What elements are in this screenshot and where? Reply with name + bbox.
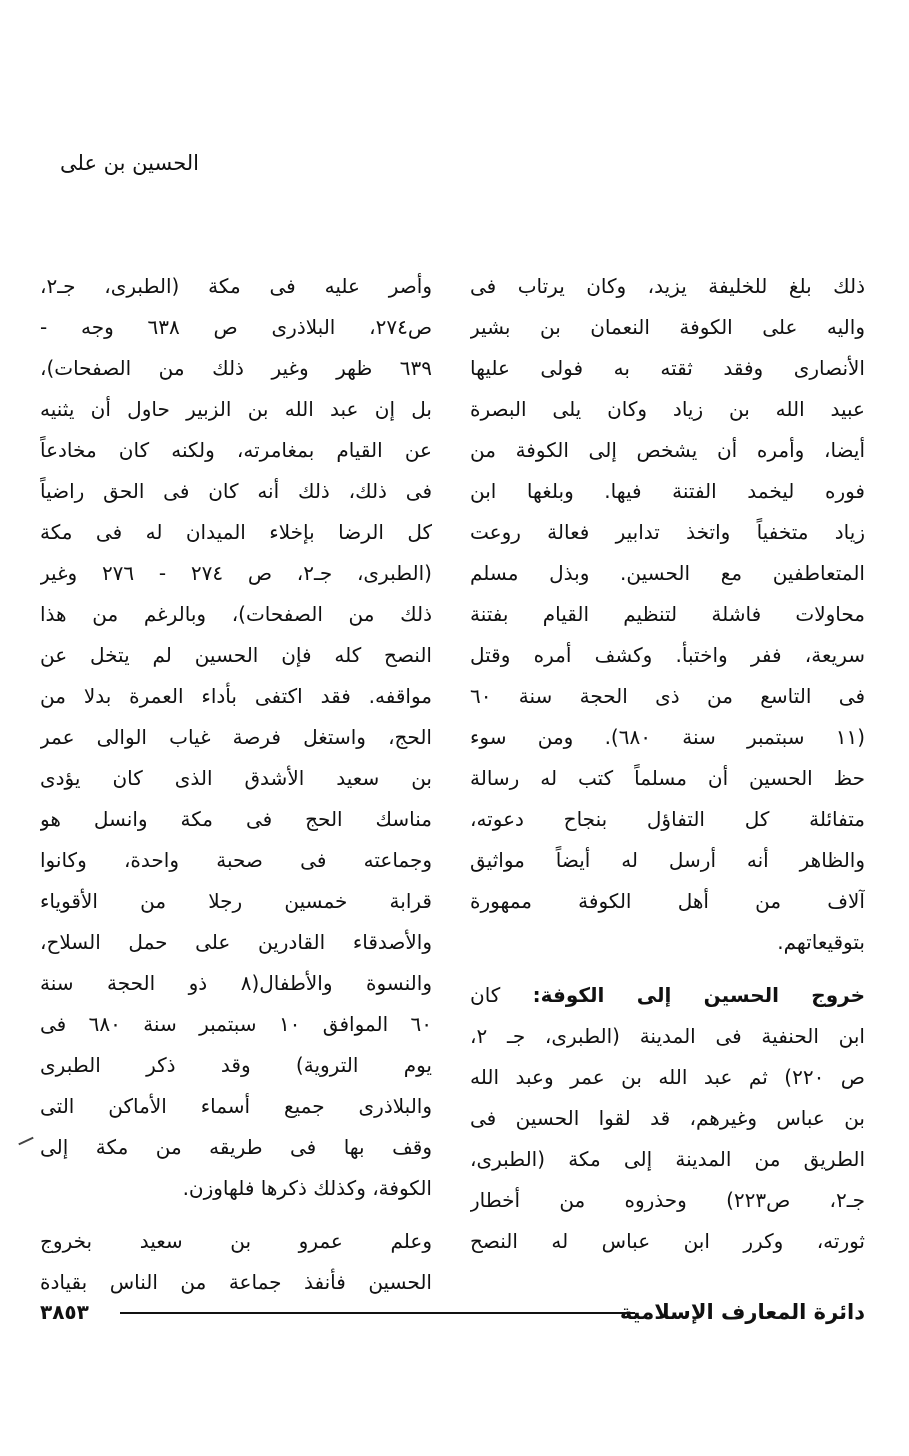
text-line: الحج، واستغل فرصة غياب الوالى عمر: [40, 725, 432, 749]
text-line: بن عباس وغيرهم، قد لقوا الحسين فى: [470, 1106, 865, 1130]
section-heading: خروج الحسين إلى الكوفة:: [532, 983, 865, 1007]
text-line: ثورته، وكرر ابن عباس له النصح: [470, 1229, 865, 1253]
text-line: ص٢٧٤، البلاذرى ص ٦٣٨ وجه -: [40, 315, 432, 339]
text-line: عن القيام بمغامرته، ولكنه كان مخادعاً: [40, 438, 432, 462]
text-line: آلاف من أهل الكوفة ممهورة: [470, 889, 865, 913]
text-line: كل الرضا بإخلاء الميدان له فى مكة: [40, 520, 432, 544]
text-line: حظ الحسين أن مسلماً كتب له رسالة: [470, 766, 865, 790]
paragraph-gap: [470, 963, 865, 975]
text-line: والنسوة والأطفال(٨ ذو الحجة سنة: [40, 971, 432, 995]
text-line: بل إن عبد الله بن الزبير حاول أن يثنيه: [40, 397, 432, 421]
text-line: الأنصارى وفقد ثقته به فولى عليها: [470, 356, 865, 380]
text-line: والبلاذرى جميع أسماء الأماكن التى: [40, 1094, 432, 1118]
text-line: جـ٢، ص٢٢٣) وحذروه من أخطار: [470, 1188, 865, 1212]
text-line: ٦٣٩ ظهر وغير ذلك من الصفحات)،: [40, 356, 432, 380]
section-heading-line: [470, 975, 865, 1016]
footer-title: دائرة المعارف الإسلامية: [619, 1300, 865, 1324]
text-line: النصح كله فإن الحسين لم يتخل عن: [40, 643, 432, 667]
text-line: بن سعيد الأشدق الذى كان يؤدى: [40, 766, 432, 790]
section-heading-tail: كان: [470, 983, 501, 1007]
paragraph-gap: [40, 1209, 432, 1221]
text-line: مناسك الحج فى مكة وانسل هو: [40, 807, 432, 831]
footer-rule: [120, 1312, 635, 1314]
text-line: سريعة، ففر واختبأ. وكشف أمره وقتل: [470, 643, 865, 667]
text-line: ابن الحنفية فى المدينة (الطبرى، جـ ٢،: [470, 1024, 865, 1048]
text-line: ص ٢٢٠) ثم عبد الله بن عمر وعبد الله: [470, 1065, 865, 1089]
text-line: عبيد الله بن زياد وكان يلى البصرة: [470, 397, 865, 421]
running-head-text: الحسين بن على: [60, 151, 200, 175]
text-line: محاولات فاشلة لتنظيم القيام بفتنة: [470, 602, 865, 626]
text-line: متفائلة كل التفاؤل بنجاح دعوته،: [470, 807, 865, 831]
text-line: والأصدقاء القادرين على حمل السلاح،: [40, 930, 432, 954]
text-line: (١١ سبتمبر سنة ٦٨٠). ومن سوء: [470, 725, 865, 749]
text-line: وجماعته فى صحبة واحدة، وكانوا: [40, 848, 432, 872]
text-line: والظاهر أنه أرسل له أيضاً مواثيق: [470, 848, 865, 872]
page-footer: [40, 1292, 865, 1332]
text-line: فى ذلك، ذلك أنه كان فى الحق راضياً: [40, 479, 432, 503]
text-line: ٦٠ الموافق ١٠ سبتمبر سنة ٦٨٠ فى: [40, 1012, 432, 1036]
page-number: ٣٨٥٣: [40, 1300, 89, 1324]
text-line: الحسين فأنفذ جماعة من الناس بقيادة: [40, 1270, 432, 1294]
text-line: زياد متخفياً واتخذ تدابير فعالة روعت: [470, 520, 865, 544]
margin-mark: [18, 1137, 33, 1146]
text-line: وقف بها فى طريقه من مكة إلى: [40, 1135, 432, 1159]
text-line: (الطبرى، جـ٢، ص ٢٧٤ - ٢٧٦ وغير: [40, 561, 432, 585]
text-line: وأصر عليه فى مكة (الطبرى، جـ٢،: [40, 274, 432, 298]
text-line: فوره ليخمد الفتنة فيها. وبلغها ابن: [470, 479, 865, 503]
text-line: أيضا، وأمره أن يشخص إلى الكوفة من: [470, 438, 865, 462]
text-line: المتعاطفين مع الحسين. وبذل مسلم: [470, 561, 865, 585]
text-line: وعلم عمرو بن سعيد بخروج: [40, 1229, 432, 1253]
text-line: واليه على الكوفة النعمان بن بشير: [470, 315, 865, 339]
text-line: يوم التروية) وقد ذكر الطبرى: [40, 1053, 432, 1077]
text-line: الكوفة، وكذلك ذكرها فلهاوزن.: [182, 1176, 432, 1200]
text-line: فى التاسع من ذى الحجة سنة ٦٠: [470, 684, 865, 708]
text-line: قرابة خمسين رجلا من الأقوياء: [40, 889, 432, 913]
text-line: ذلك بلغ للخليفة يزيد، وكان يرتاب فى: [470, 274, 865, 298]
left-column: [40, 266, 432, 1303]
text-line: الطريق من المدينة إلى مكة (الطبرى،: [470, 1147, 865, 1171]
text-line: مواقفه. فقد اكتفى بأداء العمرة بدلا من: [40, 684, 432, 708]
text-line: بتوقيعاتهم.: [777, 930, 865, 954]
text-line: ذلك من الصفحات)، وبالرغم من هذا: [40, 602, 432, 626]
running-head: [60, 148, 360, 178]
right-column: [470, 266, 865, 1262]
